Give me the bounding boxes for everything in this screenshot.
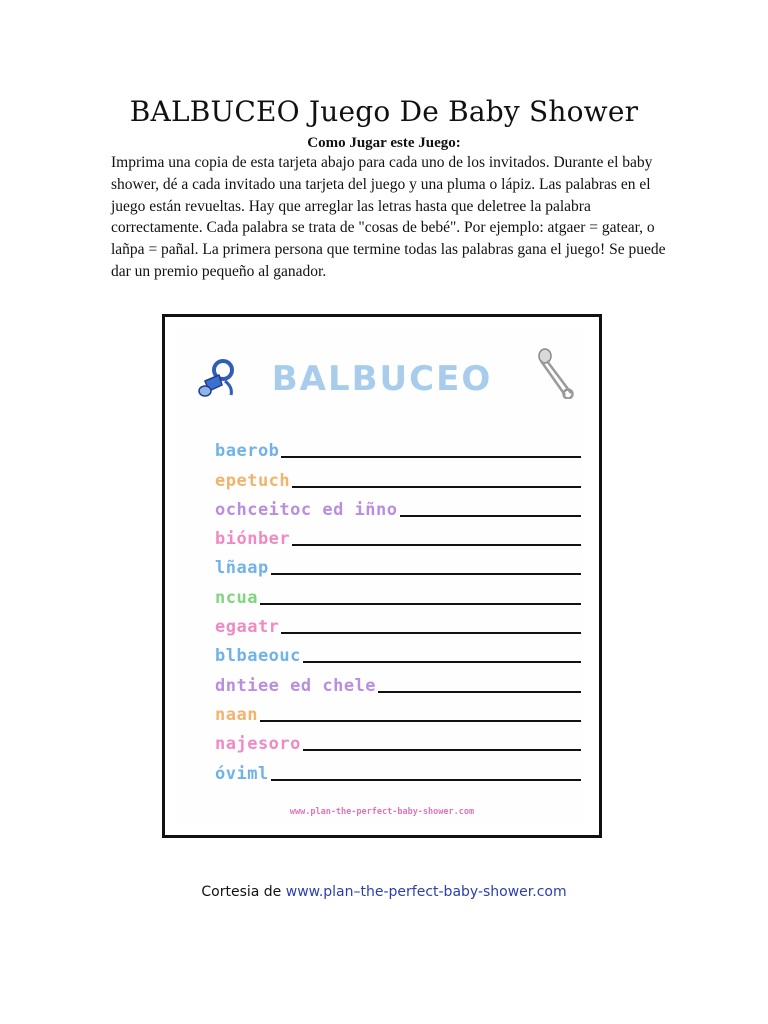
answer-line[interactable]	[378, 691, 581, 693]
word-row	[215, 726, 581, 755]
page-subtitle: Como Jugar este Juego:	[307, 135, 461, 151]
word-row	[215, 433, 581, 462]
word-row	[215, 579, 581, 608]
answer-line[interactable]	[400, 515, 582, 517]
answer-line[interactable]	[292, 544, 581, 546]
scrambled-word: ncua	[215, 587, 258, 608]
scrambled-word: blbaeouc	[215, 646, 301, 667]
scrambled-word: lñaap	[215, 558, 269, 579]
word-row	[215, 462, 581, 491]
card-url: www.plan-the-perfect-baby-shower.com	[289, 807, 475, 817]
answer-line[interactable]	[271, 573, 581, 575]
answer-line[interactable]	[292, 486, 581, 488]
word-row	[215, 492, 581, 521]
answer-line[interactable]	[271, 779, 581, 781]
word-row	[215, 638, 581, 667]
word-row	[215, 521, 581, 550]
game-card	[162, 314, 602, 838]
answer-line[interactable]	[281, 456, 581, 458]
scrambled-word: dntiee ed chele	[215, 675, 377, 696]
scrambled-word-list	[215, 433, 581, 785]
game-card-inner	[177, 327, 587, 825]
word-row	[215, 550, 581, 579]
answer-line[interactable]	[281, 632, 581, 634]
footer-link[interactable]: www.plan–the-perfect-baby-shower.com	[285, 884, 567, 900]
word-row	[215, 755, 581, 784]
answer-line[interactable]	[303, 661, 581, 663]
scrambled-word: ochceitoc ed iñno	[215, 499, 398, 520]
scrambled-word: biónber	[215, 529, 291, 550]
answer-line[interactable]	[260, 720, 581, 722]
answer-line[interactable]	[260, 603, 581, 605]
scrambled-word: óviml	[215, 763, 269, 784]
scrambled-word: epetuch	[215, 470, 291, 491]
card-title: BALBUCEO	[271, 359, 493, 399]
word-row	[215, 667, 581, 696]
footer-prefix: Cortesia de	[201, 884, 286, 900]
scrambled-word: najesoro	[215, 734, 301, 755]
scrambled-word: baerob	[215, 441, 280, 462]
answer-line[interactable]	[303, 749, 581, 751]
instructions-paragraph: Imprima una copia de esta tarjeta abajo para cada uno de los invitados. Durante el baby shower, dé a cada invitado una tarjeta del juego y una pluma o lápiz. Las palabras en el juego están revueltas. Hay que arreglar las letras hasta que deletree la palabra correctamente. Cada palabra se trata de "cosas de bebé". Por ejemplo: atgaer = gatear, o lañpa = pañal. La primera persona que termine todas las palabras gana el juego! Se puede dar un premio pequeño al ganador.	[111, 154, 666, 280]
word-row	[215, 609, 581, 638]
page-title: BALBUCEO Juego De Baby Shower	[129, 95, 639, 128]
scrambled-word: naan	[215, 704, 258, 725]
word-row	[215, 697, 581, 726]
footer-credit	[0, 882, 768, 902]
scrambled-word: egaatr	[215, 617, 280, 638]
